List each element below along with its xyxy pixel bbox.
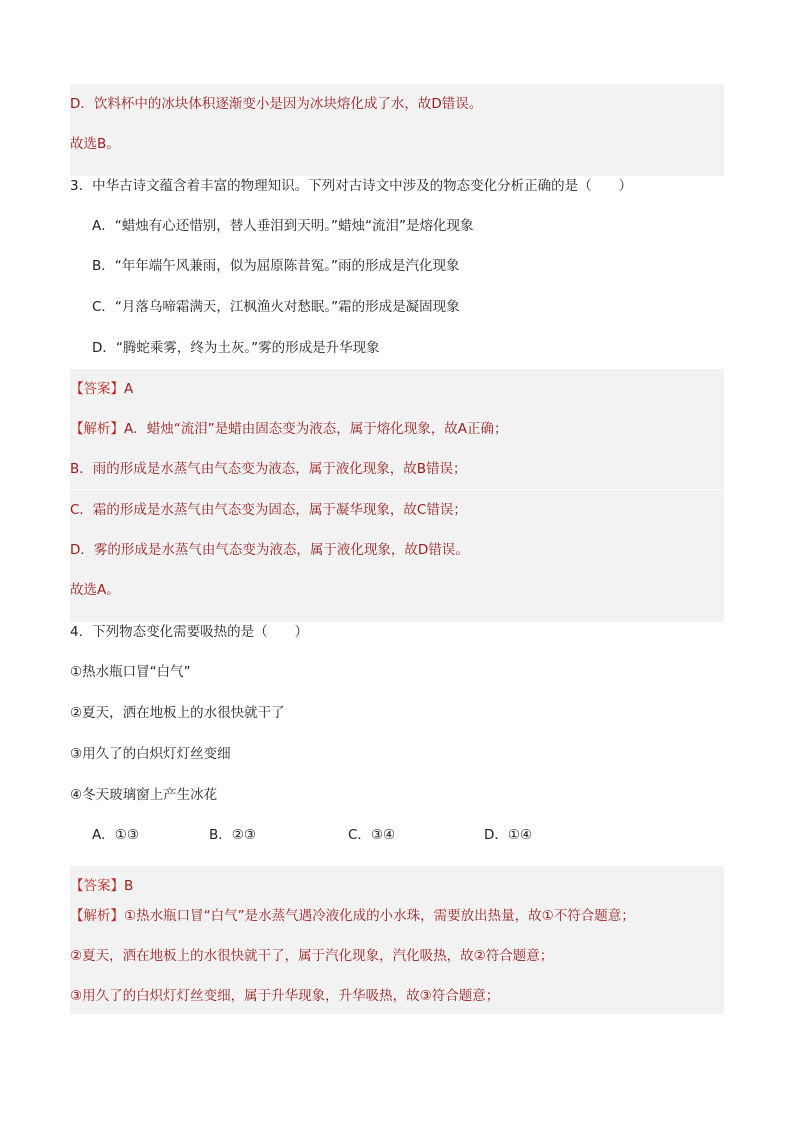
q4-item-2: ②夏天，洒在地板上的水很快就干了 bbox=[70, 705, 285, 721]
prev-conclusion: 故选B。 bbox=[70, 124, 724, 176]
q3-analysis-b: B．雨的形成是水蒸气由气态变为液态，属于液化现象，故B错误； bbox=[70, 449, 724, 489]
q3-analysis-c: C．霜的形成是水蒸气由气态变为固态，属于凝华现象，故C错误； bbox=[70, 490, 724, 530]
q3-option-c: C．“月落乌啼霜满天，江枫渔火对愁眠。”霜的形成是凝固现象 bbox=[92, 299, 460, 315]
analysis-text: ①热水瓶口冒“白气”是水蒸气遇冷液化成的小水珠，需要放出热量，故①不符合题意； bbox=[124, 908, 635, 924]
q3-answer bbox=[70, 369, 724, 409]
prev-explanation-d: D．饮料杯中的冰块体积逐渐变小是因为冰块熔化成了水，故D错误。 bbox=[70, 84, 724, 124]
q4-analysis-3: ③用久了的白炽灯灯丝变细，属于升华现象，升华吸热，故③符合题意； bbox=[70, 976, 724, 1014]
q4-item-3: ③用久了的白炽灯灯丝变细 bbox=[70, 746, 231, 762]
q3-analysis-a bbox=[70, 409, 724, 449]
q3-option-b: B．“年年端午风兼雨，似为屈原陈昔冤。”雨的形成是汽化现象 bbox=[92, 258, 460, 274]
answer-tag: 【答案】 bbox=[70, 878, 124, 894]
q3-option-a: A．“蜡烛有心还惜别，替人垂泪到天明。”蜡烛“流泪”是熔化现象 bbox=[92, 218, 474, 234]
q3-conclusion: 故选A。 bbox=[70, 570, 724, 622]
q4-options-row bbox=[70, 815, 724, 855]
q4-analysis-1 bbox=[70, 896, 724, 936]
answer-value: A bbox=[124, 381, 134, 397]
q3-stem: 3．中华古诗文蕴含着丰富的物理知识。下列对古诗文中涉及的物态变化分析正确的是（ ） bbox=[70, 178, 633, 194]
answer-tag: 【答案】 bbox=[70, 381, 124, 397]
q4-option-a: A．①③ bbox=[92, 827, 139, 843]
q4-option-b: B．②③ bbox=[209, 827, 256, 843]
q4-item-1: ①热水瓶口冒“白气” bbox=[70, 664, 191, 680]
analysis-tag: 【解析】 bbox=[70, 421, 124, 437]
q4-stem: 4．下列物态变化需要吸热的是（ ） bbox=[70, 624, 309, 640]
q4-option-d: D．①④ bbox=[484, 827, 533, 843]
analysis-tag: 【解析】 bbox=[70, 908, 124, 924]
q3-option-d: D．“腾蛇乘雾，终为土灰。”雾的形成是升华现象 bbox=[92, 340, 380, 356]
q4-item-4: ④冬天玻璃窗上产生冰花 bbox=[70, 787, 218, 803]
answer-value: B bbox=[124, 878, 134, 894]
q4-analysis-2: ②夏天，洒在地板上的水很快就干了，属于汽化现象，汽化吸热，故②符合题意； bbox=[70, 936, 724, 976]
q3-analysis-d: D．雾的形成是水蒸气由气态变为液态，属于液化现象，故D错误。 bbox=[70, 530, 724, 570]
analysis-text: A．蜡烛“流泪”是蜡由固态变为液态，属于熔化现象，故A正确； bbox=[124, 421, 508, 437]
q4-option-c: C．③④ bbox=[348, 827, 396, 843]
